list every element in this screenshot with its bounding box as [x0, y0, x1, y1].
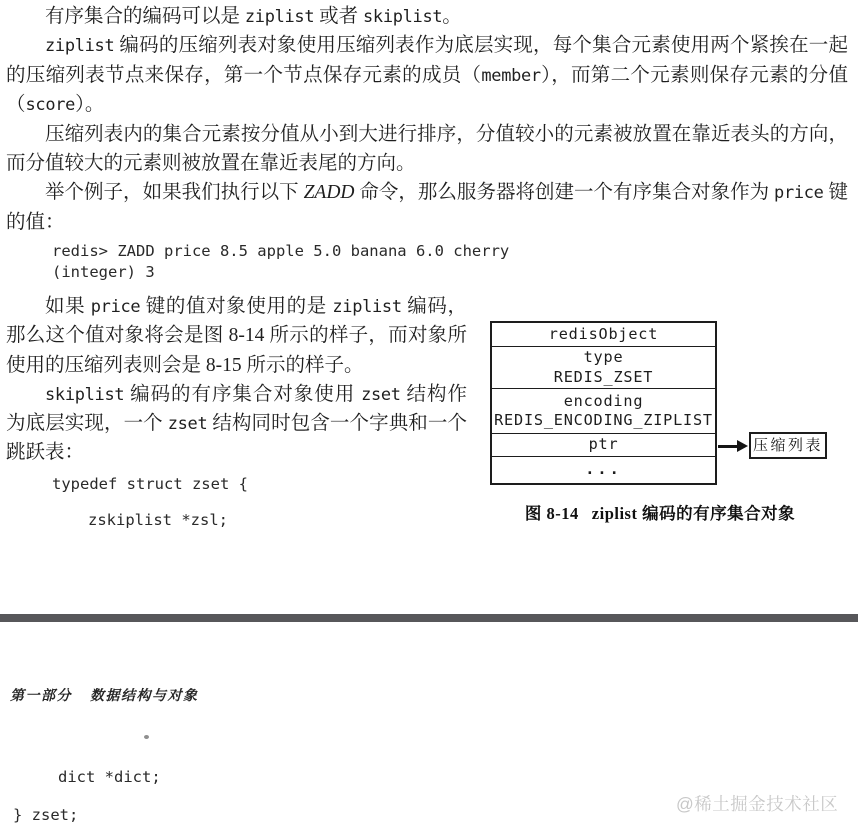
code-line-dict: dict *dict; — [58, 768, 161, 786]
text-line: (integer) 3 — [52, 262, 155, 281]
paragraph-skiplist-zset — [6, 380, 467, 468]
text-segment: ）。 — [75, 94, 105, 116]
text-segment: ziplist — [45, 35, 115, 56]
text-line: ... — [585, 460, 622, 479]
watermark-text: @稀土掘金技术社区 — [676, 794, 839, 814]
part-heading-label: 第一部分 — [10, 689, 72, 704]
text-segment: 如果 — [45, 296, 91, 317]
text-segment: price — [774, 182, 824, 203]
ziplist-target-box: 压缩列表 — [749, 432, 827, 459]
text-segment: member — [481, 64, 541, 85]
left-column-text — [6, 292, 467, 468]
code-line-zset-close: } zset; — [13, 806, 79, 824]
text-line: redis> ZADD price 8.5 apple 5.0 banana 6.0 cherry — [52, 242, 510, 260]
paragraph-figure-reference — [6, 292, 467, 380]
text-line: ptr — [588, 435, 619, 454]
text-segment: 结构同时包含一个字典和一个跳跃表： — [6, 413, 467, 464]
paragraph-zadd-example — [6, 178, 848, 237]
text-segment: 编码的有序集合对象使用 — [124, 383, 362, 405]
text-segment: 命令，那么服务器将创建一个有序集合对象作为 — [354, 182, 775, 204]
text-line: REDIS_ENCODING_ZIPLIST — [494, 411, 713, 429]
struct-row-encoding — [492, 389, 715, 434]
text-segment: 有序集合的编码可以是 — [45, 6, 245, 27]
text-segment: 键的值对象使用的是 — [140, 296, 333, 317]
code-line-typedef: typedef struct zset { — [52, 475, 248, 493]
part-heading-title: 数据结构与对象 — [90, 689, 199, 704]
page-divider-bar — [0, 614, 858, 622]
text-segment: 。 — [442, 6, 462, 27]
text-segment: ziplist — [332, 296, 402, 316]
text-segment: price — [90, 296, 141, 316]
paragraph-score-order — [6, 120, 848, 179]
text-segment: 或者 — [314, 6, 364, 27]
struct-row-ptr — [492, 434, 715, 457]
text-line: REDIS_ZSET — [553, 367, 654, 386]
code-line-zskiplist: zskiplist *zsl; — [88, 511, 228, 529]
paragraph-ziplist-layout — [6, 31, 848, 119]
text-line: redisObject — [548, 324, 659, 343]
text-segment: zset — [167, 413, 208, 434]
figure-caption-label: 图 8-14 — [524, 504, 579, 523]
text-segment: score — [25, 94, 76, 115]
text-line: encoding — [563, 391, 644, 410]
text-segment: 举个例子，如果我们执行以下 — [45, 182, 304, 204]
paragraph-encoding-options — [6, 2, 848, 31]
text-segment: 结构作为底层实现，一个 — [6, 383, 467, 435]
text-segment: ZADD — [303, 182, 355, 204]
redis-object-struct-diagram — [490, 321, 717, 485]
text-segment: skiplist — [363, 6, 443, 26]
figure-caption-title: ziplist 编码的有序集合对象 — [591, 504, 796, 523]
part-heading — [10, 685, 199, 705]
struct-row-type — [492, 347, 715, 389]
scan-speck — [144, 735, 149, 739]
code-block-zadd — [52, 241, 509, 283]
text-segment: ziplist — [244, 6, 315, 26]
text-segment: 压缩列表内的集合元素按分值从小到大进行排序，分值较小的元素被放置在靠近表头的方向，而分值较大的元素则被放置在靠近表尾的方向。 — [6, 123, 848, 175]
intro-text-block — [6, 2, 848, 237]
text-segment: ），而第二个元素则保存元素的分值（ — [6, 64, 848, 116]
text-segment: 键的值： — [6, 182, 848, 233]
struct-row-redisobject — [492, 323, 715, 347]
figure-caption — [488, 500, 832, 524]
text-segment: skiplist — [45, 383, 125, 404]
text-segment: 编码，那么这个值对象将会是图 8-14 所示的样子，而对象所使用的压缩列表则会是 8-15 所示的样子。 — [6, 296, 467, 376]
text-segment: zset — [361, 383, 401, 404]
text-segment: 编码的压缩列表对象使用压缩列表作为底层实现，每个集合元素使用两个紧挨在一起的压缩列表节点来保存，第一个节点保存元素的成员（ — [6, 35, 848, 86]
text-line: type — [583, 348, 624, 366]
struct-row-ellipsis — [492, 457, 715, 483]
ptr-arrow-head-icon — [737, 440, 748, 452]
